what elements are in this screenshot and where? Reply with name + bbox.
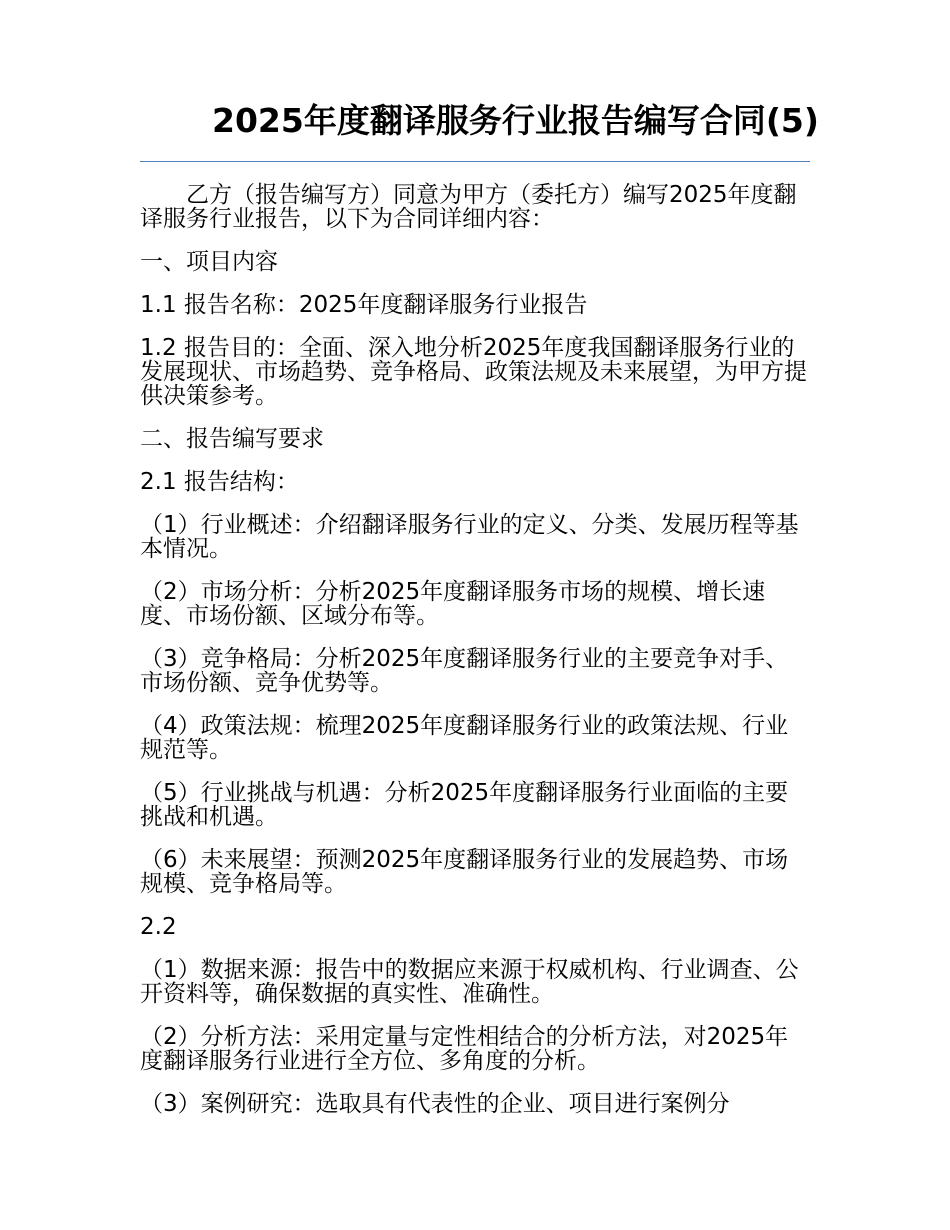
- clause-2-1-report-structure: 2.1 报告结构：: [140, 469, 299, 495]
- clause-1-2-report-purpose: 1.2 报告目的：全面、深入地分析2025年度我国翻译服务行业的发展现状、市场趋势、竞争格局、政策法规及未来展望，为甲方提供决策参考。: [140, 335, 807, 409]
- structure-item-policy: （4）政策法规：梳理2025年度翻译服务行业的政策法规、行业规范等。: [140, 713, 789, 763]
- title-underline: [140, 161, 810, 162]
- structure-item-competition: （3）竞争格局：分析2025年度翻译服务行业的主要竞争对手、市场份额、竞争优势等。: [140, 646, 789, 696]
- method-item-data-source: （1）数据来源：报告中的数据应来源于权威机构、行业调查、公开资料等，确保数据的真实性、准确性。: [140, 957, 799, 1007]
- structure-item-challenges: （5）行业挑战与机遇：分析2025年度翻译服务行业面临的主要挑战和机遇。: [140, 780, 789, 830]
- structure-item-outlook: （6）未来展望：预测2025年度翻译服务行业的发展趋势、市场规模、竞争格局等。: [140, 847, 789, 897]
- clause-1-1-report-name: 1.1 报告名称：2025年度翻译服务行业报告: [140, 292, 588, 318]
- method-item-case-study: （3）案例研究：选取具有代表性的企业、项目进行案例分: [140, 1091, 730, 1117]
- document-title: 2025年度翻译服务行业报告编写合同(5): [212, 101, 819, 140]
- method-item-analysis: （2）分析方法：采用定量与定性相结合的分析方法，对2025年度翻译服务行业进行全方位、多角度的分析。: [140, 1024, 789, 1074]
- section-heading-project-content: 一、项目内容: [140, 249, 278, 275]
- structure-item-industry-overview: （1）行业概述：介绍翻译服务行业的定义、分类、发展历程等基本情况。: [140, 512, 799, 562]
- intro-paragraph: 乙方（报告编写方）同意为甲方（委托方）编写2025年度翻译服务行业报告，以下为合同详细内容：: [140, 182, 797, 232]
- section-heading-writing-requirements: 二、报告编写要求: [140, 426, 324, 452]
- clause-2-2: 2.2: [140, 914, 177, 940]
- document-body: [140, 183, 808, 1135]
- structure-item-market-analysis: （2）市场分析：分析2025年度翻译服务市场的规模、增长速度、市场份额、区域分布等。: [140, 579, 766, 629]
